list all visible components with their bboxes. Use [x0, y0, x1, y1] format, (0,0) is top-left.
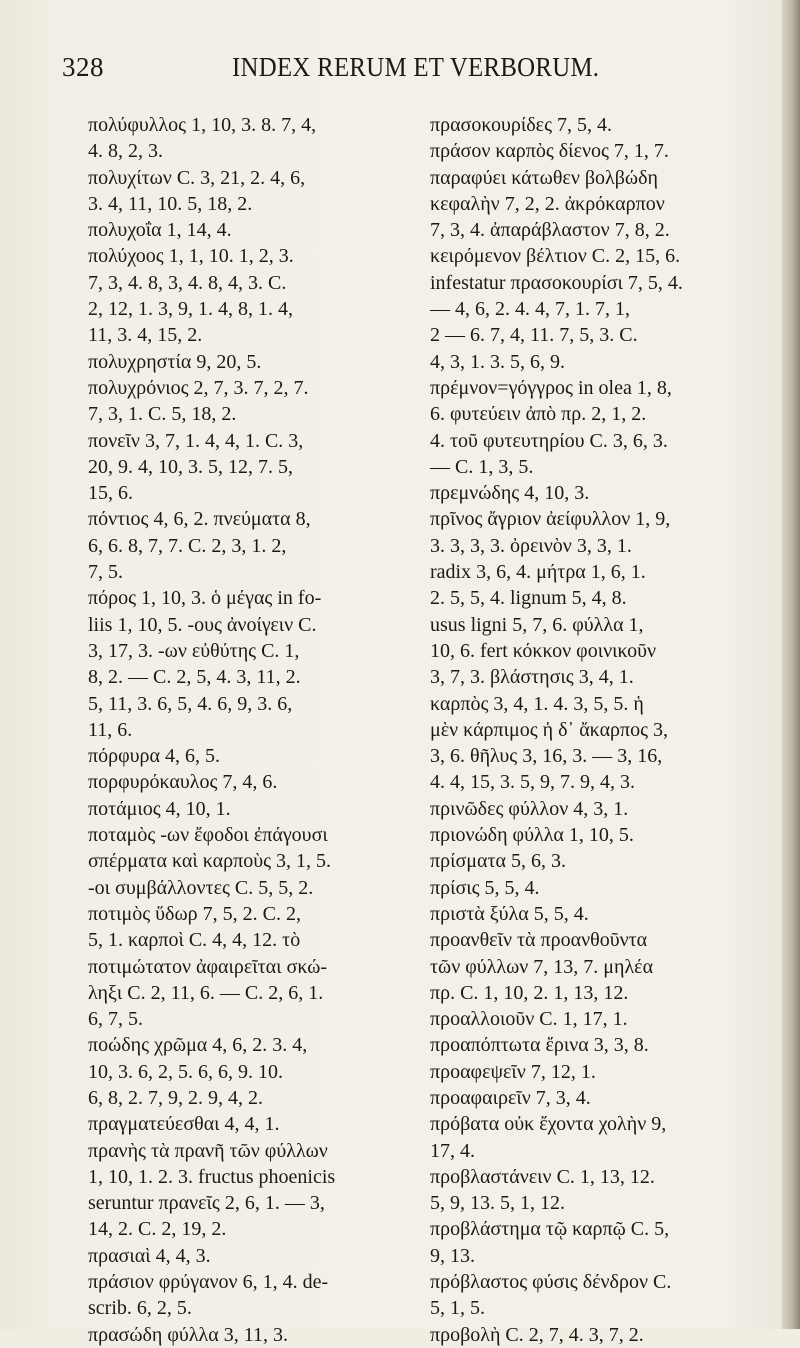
index-line: 2 — 6. 7, 4, 11. 7, 5, 3. C.	[430, 324, 638, 347]
page-number: 328	[62, 52, 104, 82]
index-line: πρασιαὶ 4, 4, 3.	[88, 1244, 211, 1267]
index-line: 5, 1. καρποὶ C. 4, 4, 12. τὸ	[88, 929, 301, 952]
index-line: usus ligni 5, 7, 6. φύλλα 1,	[430, 613, 644, 636]
index-line: 11, 3. 4, 15, 2.	[88, 324, 203, 347]
index-line: ποώδης χρῶμα 4, 6, 2. 3. 4,	[88, 1034, 308, 1057]
index-line: σπέρματα καὶ καρποὺς 3, 1, 5.	[88, 850, 332, 873]
index-line: 5, 11, 3. 6, 5, 4. 6, 9, 3. 6,	[88, 692, 293, 715]
index-line: 7, 3, 4. 8, 3, 4. 8, 4, 3. C.	[88, 271, 287, 294]
index-line: 11, 6.	[88, 718, 133, 741]
index-line: προαφαιρεῖν 7, 3, 4.	[430, 1086, 591, 1109]
index-line: πρεμνώδης 4, 10, 3.	[430, 482, 590, 505]
index-line: 3, 7, 3. βλάστησις 3, 4, 1.	[430, 666, 634, 689]
index-line: scrib. 6, 2, 5.	[88, 1297, 192, 1320]
index-line: — C. 1, 3, 5.	[430, 455, 534, 478]
index-line: 4. 4, 15, 3. 5, 9, 7. 9, 4, 3.	[430, 771, 635, 794]
index-line: 6. φυτεύειν ἀπὸ πρ. 2, 1, 2.	[430, 403, 647, 426]
index-line: πολυχρόνιος 2, 7, 3. 7, 2, 7.	[88, 376, 309, 399]
index-line: 10, 6. fert κόκκον φοινικοῦν	[430, 639, 657, 662]
index-line: καρπὸς 3, 4, 1. 4. 3, 5, 5. ἡ	[430, 692, 644, 715]
index-line: 2, 12, 1. 3, 9, 1. 4, 8, 1. 4,	[88, 298, 293, 321]
index-line: πολύφυλλος 1, 10, 3. 8. 7, 4,	[88, 114, 317, 136]
index-line: 6, 8, 2. 7, 9, 2. 9, 4, 2.	[88, 1086, 263, 1109]
index-column-left	[88, 112, 416, 1348]
index-line: 20, 9. 4, 10, 3. 5, 12, 7. 5,	[88, 455, 293, 478]
index-column-right	[430, 112, 780, 1348]
index-line: ποτιμὸς ὕδωρ 7, 5, 2. C. 2,	[88, 902, 301, 925]
index-line: πονεῖν 3, 7, 1. 4, 4, 1. C. 3,	[88, 429, 304, 452]
index-line: πρ. C. 1, 10, 2. 1, 13, 12.	[430, 981, 629, 1004]
index-line: πόρφυρα 4, 6, 5.	[88, 745, 220, 768]
index-line: πρόβατα οὐκ ἔχοντα χολὴν 9,	[430, 1113, 667, 1136]
index-line: προβλαστάνειν C. 1, 13, 12.	[430, 1165, 655, 1188]
index-line: προαπόπτωτα ἔρινα 3, 3, 8.	[430, 1034, 649, 1057]
index-line: παραφύει κάτωθεν βολβώδη	[430, 166, 658, 189]
index-line: πριστὰ ξύλα 5, 5, 4.	[430, 902, 589, 925]
index-line: πολυχοΐα 1, 14, 4.	[88, 219, 232, 242]
index-line: πολύχοος 1, 1, 10. 1, 2, 3.	[88, 245, 294, 268]
index-line: πόντιος 4, 6, 2. πνεύματα 8,	[88, 508, 311, 531]
index-line: -οι συμβάλλοντες C. 5, 5, 2.	[88, 876, 314, 899]
index-line: 5, 9, 13. 5, 1, 12.	[430, 1192, 565, 1215]
index-line: πρέμνον=γόγγρος in olea 1, 8,	[430, 376, 672, 399]
index-line: πρίσις 5, 5, 4.	[430, 876, 540, 899]
index-line: προβολὴ C. 2, 7, 4. 3, 7, 2.	[430, 1323, 644, 1346]
index-line: πρασοκουρίδες 7, 5, 4.	[430, 114, 612, 136]
index-line: 1, 10, 1. 2. 3. fructus phoenicis	[88, 1165, 336, 1188]
index-line: 3. 3, 3, 3. ὀρεινὸν 3, 3, 1.	[430, 534, 632, 557]
index-line: 4. 8, 2, 3.	[88, 140, 163, 163]
index-line: πρῖνος ἄγριον ἀείφυλλον 1, 9,	[430, 508, 671, 531]
index-line: πόρος 1, 10, 3. ὁ μέγας in fo-	[88, 587, 322, 610]
index-line: 2. 5, 5, 4. lignum 5, 4, 8.	[430, 587, 627, 610]
index-line: πορφυρόκαυλος 7, 4, 6.	[88, 771, 278, 794]
index-line: πρινῶδες φύλλον 4, 3, 1.	[430, 797, 629, 820]
index-line: liis 1, 10, 5. -ους ἀνοίγειν C.	[88, 613, 317, 636]
index-line: 3, 17, 3. -ων εὐθύτης C. 1,	[88, 639, 300, 662]
index-line: 14, 2. C. 2, 19, 2.	[88, 1218, 227, 1241]
index-line: 17, 4.	[430, 1139, 475, 1162]
index-line: 7, 3, 1. C. 5, 18, 2.	[88, 403, 237, 426]
index-line: πράσιον φρύγανον 6, 1, 4. de-	[88, 1271, 329, 1294]
index-line: πραγματεύεσθαι 4, 4, 1.	[88, 1113, 280, 1136]
index-line: 8, 2. — C. 2, 5, 4. 3, 11, 2.	[88, 666, 301, 689]
index-line: ποτάμιος 4, 10, 1.	[88, 797, 231, 820]
index-line: 3, 6. θῆλυς 3, 16, 3. — 3, 16,	[430, 745, 663, 768]
index-line: 6, 7, 5.	[88, 1008, 143, 1031]
index-line: προβλάστημα τῷ καρπῷ C. 5,	[430, 1218, 670, 1241]
index-line: πρίσματα 5, 6, 3.	[430, 850, 566, 873]
index-line: πολυχίτων C. 3, 21, 2. 4, 6,	[88, 166, 306, 189]
index-line: πριονώδη φύλλα 1, 10, 5.	[430, 824, 634, 847]
index-line: πολυχρηστία 9, 20, 5.	[88, 350, 262, 373]
index-line: πράσον καρπὸς δίενος 7, 1, 7.	[430, 140, 669, 163]
index-line: 10, 3. 6, 2, 5. 6, 6, 9. 10.	[88, 1060, 283, 1083]
index-line: radix 3, 6, 4. μήτρα 1, 6, 1.	[430, 561, 646, 584]
index-line: πρασώδη φύλλα 3, 11, 3.	[88, 1323, 288, 1346]
page-header	[62, 52, 742, 96]
index-line: προανθεῖν τὰ προανθοῦντα	[430, 929, 648, 952]
running-title: INDEX RERUM ET VERBORUM.	[232, 52, 600, 82]
index-line: ποτιμώτατον ἀφαιρεῖται σκώ-	[88, 955, 328, 978]
index-line: τῶν φύλλων 7, 13, 7. μηλέα	[430, 955, 654, 978]
index-line: 4. τοῦ φυτευτηρίου C. 3, 6, 3.	[430, 429, 668, 452]
index-line: κειρόμενον βέλτιον C. 2, 15, 6.	[430, 245, 681, 268]
index-line: ποταμὸς -ων ἔφοδοι ἐπάγουσι	[88, 824, 328, 847]
index-line: seruntur πρανεῖς 2, 6, 1. — 3,	[88, 1192, 325, 1215]
index-line: 6, 6. 8, 7, 7. C. 2, 3, 1. 2,	[88, 534, 287, 557]
index-line: 15, 6.	[88, 482, 133, 505]
index-line: πρανὴς τὰ πρανῆ τῶν φύλλων	[88, 1139, 328, 1162]
index-line: 7, 5.	[88, 561, 123, 584]
page-spine-edge	[782, 0, 800, 1329]
index-line: κεφαλὴν 7, 2, 2. ἀκρόκαρπον	[430, 192, 665, 215]
index-line: 7, 3, 4. ἀπαράβλαστον 7, 8, 2.	[430, 219, 670, 242]
index-line: 5, 1, 5.	[430, 1297, 485, 1320]
index-line: 3. 4, 11, 10. 5, 18, 2.	[88, 192, 253, 215]
index-line: ληξι C. 2, 11, 6. — C. 2, 6, 1.	[88, 981, 324, 1004]
index-line: προαλλοιοῦν C. 1, 17, 1.	[430, 1008, 628, 1031]
index-line: 4, 3, 1. 3. 5, 6, 9.	[430, 350, 565, 373]
index-line: 9, 13.	[430, 1244, 475, 1267]
index-line: μὲν κάρπιμος ἡ δ᾽ ἄκαρπος 3,	[430, 718, 669, 741]
index-line: infestatur πρασοκουρίσι 7, 5, 4.	[430, 271, 683, 294]
index-line: — 4, 6, 2. 4. 4, 7, 1. 7, 1,	[430, 298, 630, 321]
index-line: πρόβλαστος φύσις δένδρον C.	[430, 1271, 672, 1294]
index-line: προαφεψεῖν 7, 12, 1.	[430, 1060, 596, 1083]
